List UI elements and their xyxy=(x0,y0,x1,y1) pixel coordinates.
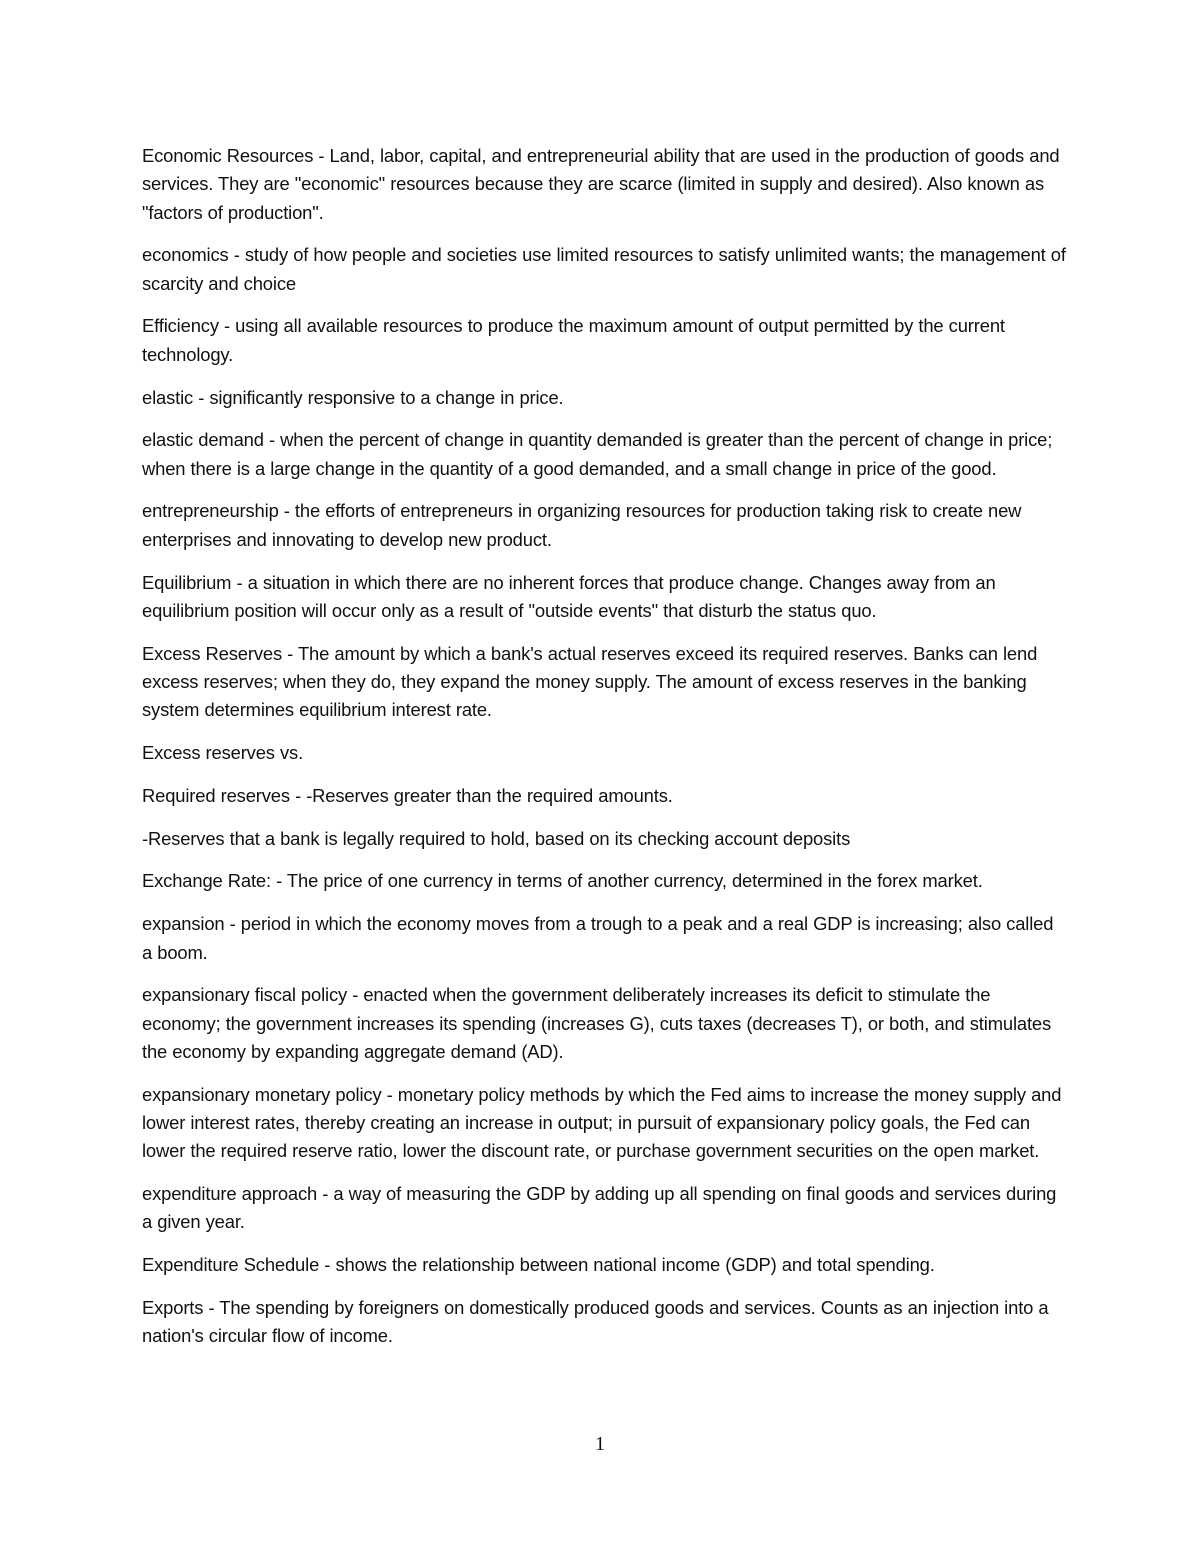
glossary-entry-required-reserves-definition: -Reserves that a bank is legally required to hold, based on its checking account deposits xyxy=(142,827,851,849)
glossary-entry-excess-reserves: Excess Reserves - The amount by which a bank's actual reserves exceed its required reserves. Banks can lend excess reserves; when they do, they expand the money supply. The amount of excess reserves in the banking system determines equilibrium interest rate. xyxy=(142,642,1038,721)
glossary-entry-expansion: expansion - period in which the economy moves from a trough to a peak and a real GDP is increasing; also called a boom. xyxy=(142,913,1054,963)
glossary-entry-economics: economics - study of how people and societies use limited resources to satisfy unlimited wants; the management of scarcity and choice xyxy=(142,244,1066,294)
glossary-entry-elastic-demand: elastic demand - when the percent of change in quantity demanded is greater than the percent of change in price; when there is a large change in the quantity of a good demanded, and a small change in price of the good. xyxy=(142,429,1053,479)
glossary-entry-expansionary-fiscal-policy: expansionary fiscal policy - enacted when the government deliberately increases its deficit to stimulate the economy; the government increases its spending (increases G), cuts taxes (decreases T), or both, and stimulates the economy by expanding aggregate demand (AD). xyxy=(142,984,1052,1062)
glossary-entry-equilibrium: Equilibrium - a situation in which there are no inherent forces that produce change. Changes away from an equilibrium position will occur only as a result of "outside events" that disturb the status quo. xyxy=(142,571,996,621)
glossary-entry-elastic: elastic - significantly responsive to a change in price. xyxy=(142,386,564,408)
glossary-entry-expenditure-schedule: Expenditure Schedule - shows the relationship between national income (GDP) and total spending. xyxy=(142,1254,935,1276)
page-number: 1 xyxy=(595,1433,605,1455)
glossary-entry-efficiency: Efficiency - using all available resources to produce the maximum amount of output permitted by the current technology. xyxy=(142,315,1005,365)
glossary-entry-exports: Exports - The spending by foreigners on domestically produced goods and services. Counts as an injection into a nation's circular flow of income. xyxy=(142,1297,1049,1347)
glossary-entry-expenditure-approach: expenditure approach - a way of measuring the GDP by adding up all spending on final goods and services during a given year. xyxy=(142,1183,1057,1233)
glossary-content xyxy=(142,142,1067,1365)
glossary-entry-exchange-rate: Exchange Rate: - The price of one currency in terms of another currency, determined in the forex market. xyxy=(142,870,983,892)
glossary-entry-entrepreneurship: entrepreneurship - the efforts of entrepreneurs in organizing resources for production taking risk to create new enterprises and innovating to develop new product. xyxy=(142,500,1022,550)
glossary-entry-economic-resources: Economic Resources - Land, labor, capital, and entrepreneurial ability that are used in the production of goods and services. They are "economic" resources because they are scarce (limited in supply and desired). Also known as "factors of production". xyxy=(142,145,1060,223)
glossary-entry-required-reserves: Required reserves - -Reserves greater than the required amounts. xyxy=(142,784,673,806)
glossary-entry-excess-reserves-vs: Excess reserves vs. xyxy=(142,742,304,764)
glossary-entry-expansionary-monetary-policy: expansionary monetary policy - monetary policy methods by which the Fed aims to increase the money supply and lower interest rates, thereby creating an increase in output; in pursuit of expansionary policy goals, the Fed can lower the required reserve ratio, lower the discount rate, or purchase government securities on the open market. xyxy=(142,1083,1062,1162)
